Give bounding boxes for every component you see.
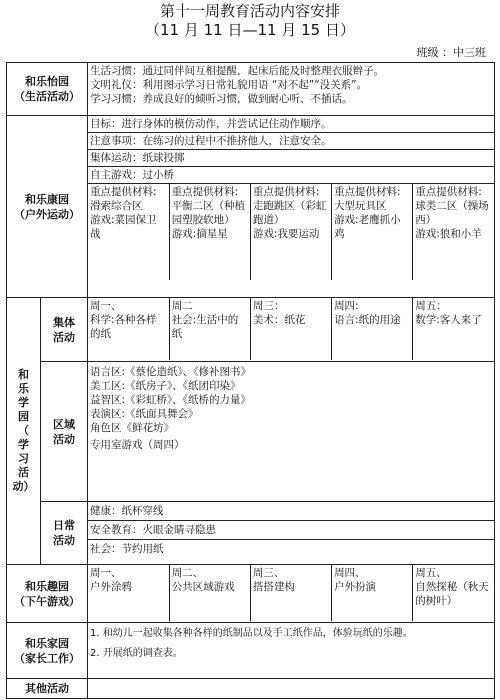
outdoor-col-mon: 重点提供材料:滑索综合区 游戏:菜园保卫战 xyxy=(90,186,157,240)
outdoor-line: 目标：进行身体的模仿动作，并尝试记住动作顺序。 xyxy=(90,118,332,130)
page-title: 第十一周教育活动内容安排 xyxy=(159,2,340,20)
home-header: 和乐家园 （家长工作） xyxy=(7,623,88,679)
group-header: 集体 活动 xyxy=(41,298,88,362)
daily-line: 安全教育：火眼金睛寻隐患 xyxy=(90,524,216,536)
page-subtitle: （11 月 11 日—11 月 15 日） xyxy=(145,21,355,39)
afternoon-content xyxy=(88,565,495,623)
afternoon-header: 和乐趣园 （下午游戏） xyxy=(7,565,88,623)
outdoor-line: 注意事项：在练习的过程中不推挤他人，注意安全。 xyxy=(90,135,332,147)
afternoon-row xyxy=(7,565,495,623)
outdoor-col-wed: 重点提供材料:走跑跳区（彩虹跑道） 游戏:我要运动 xyxy=(250,184,331,280)
area-line: 角色区《鲜花坊》 xyxy=(90,422,174,434)
area-line: 语言区:《蔡伦造纸》、《修补图书》 xyxy=(90,366,252,378)
other-row xyxy=(7,679,495,699)
schedule-table xyxy=(6,62,495,699)
outdoor-header: 和乐康园 （户外运动） xyxy=(7,116,88,298)
group-content xyxy=(88,298,495,362)
area-content xyxy=(88,362,495,502)
group-col-tue: 周二 社会:生活中的纸 xyxy=(169,298,250,360)
afternoon-col-thu: 周四、 户外扮演 xyxy=(332,565,413,621)
daily-line: 健康：纸杯穿线 xyxy=(90,505,164,517)
area-line: 专用室游戏（周四） xyxy=(90,439,185,451)
life-line: 文明礼仪：利用图示学习日常礼貌用语 “对不起”“没关系”。 xyxy=(90,79,368,91)
life-row xyxy=(7,63,495,116)
life-content xyxy=(88,63,495,116)
group-row xyxy=(7,298,495,362)
outdoor-content xyxy=(88,116,495,298)
other-content xyxy=(88,679,495,699)
outdoor-row xyxy=(7,116,495,298)
outdoor-col-tue: 重点提供材料:平衡二区（种植园塑胶软地） 游戏:摘星星 xyxy=(169,184,250,280)
group-col-fri: 周五： 数学:客人来了 xyxy=(413,298,494,360)
group-col-wed: 周三： 美术：纸花 xyxy=(250,298,331,360)
outdoor-line: 集体运动：纸球投掷 xyxy=(90,152,185,164)
outdoor-col-thu: 重点提供材料:大型玩具区 游戏:老鹰抓小鸡 xyxy=(332,184,413,280)
outdoor-materials-table xyxy=(88,184,494,280)
afternoon-col-mon: 周一、 户外涂鸦 xyxy=(90,567,132,593)
other-header: 其他活动 xyxy=(7,679,88,699)
home-line: 2. 开展纸的调查表。 xyxy=(90,648,183,659)
class-label: 班级 ：中三班 xyxy=(416,46,486,59)
home-line: 1. 和幼儿一起收集各种各样的纸制品以及手工纸作品，体验玩纸的乐趣。 xyxy=(90,628,413,639)
area-line: 表演区:《纸面具舞会》 xyxy=(90,408,199,420)
home-content xyxy=(88,623,495,679)
area-row xyxy=(7,362,495,502)
group-col-thu: 周四: 语言:纸的用途 xyxy=(332,298,413,360)
daily-row xyxy=(7,502,495,565)
outdoor-line: 自主游戏：过小桥 xyxy=(90,169,174,181)
area-line: 益智区:《彩虹桥》、《纸桥的力量》 xyxy=(90,394,252,406)
afternoon-days-table xyxy=(88,565,494,621)
daily-line: 社会：节约用纸 xyxy=(90,543,164,555)
learning-header: 和 乐 学 园 （ 学 习 活 动） xyxy=(7,298,41,565)
group-col-mon: 周一、 科学:各种各样的纸 xyxy=(90,300,157,340)
daily-header: 日常 活动 xyxy=(41,502,88,565)
area-line: 美工区:《纸房子》、《纸团印染》 xyxy=(90,380,241,392)
life-line: 生活习惯：通过同伴间互相提醒，起床后能及时整理衣服辫子。 xyxy=(90,65,384,77)
daily-content xyxy=(88,502,495,565)
afternoon-col-tue: 周二、 公共区域游戏 xyxy=(169,565,250,621)
home-row xyxy=(7,623,495,679)
group-days-table xyxy=(88,298,494,360)
life-line: 学习习惯：养成良好的倾听习惯，做到耐心听、不插话。 xyxy=(90,93,353,105)
outdoor-col-fri: 重点提供材料:球类二区（操场西） 游戏:狼和小羊 xyxy=(413,184,494,280)
area-header: 区域 活动 xyxy=(41,362,88,502)
afternoon-col-wed: 周三、 搭搭建构 xyxy=(250,565,331,621)
life-header: 和乐怡园 （生活活动） xyxy=(7,63,88,116)
afternoon-col-fri: 周五、 自然探秘（秋天的树叶） xyxy=(413,565,494,621)
